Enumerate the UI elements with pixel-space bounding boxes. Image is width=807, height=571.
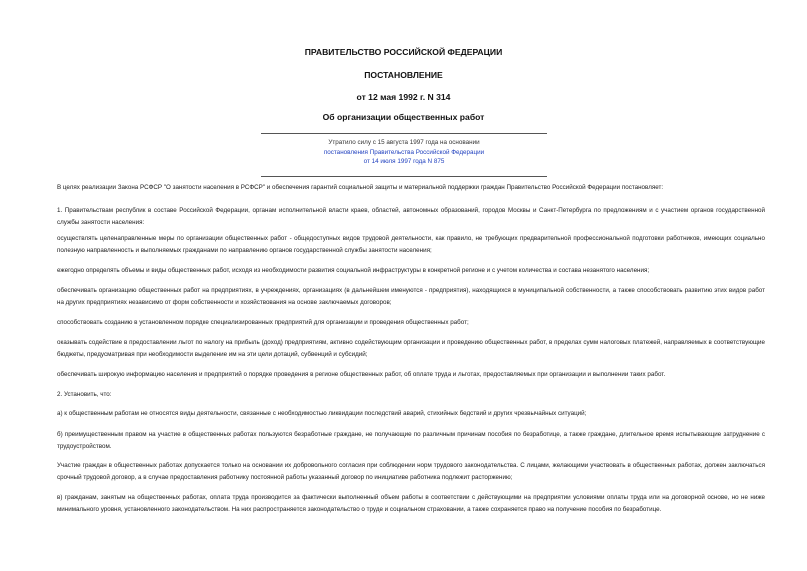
paragraph-1-item-2: ежегодно определять объемы и виды общественных работ, исходя из необходимости развития социальной инфраструктуры в конкретной регионе и с учетом количества и состава незанятого населения; bbox=[57, 267, 650, 274]
paragraph-1-item-6: обеспечивать широкую информацию населения и предприятий о порядке проведения в регионе общественных работ, об оплате труда и льготах, предоставляемых при организации и выполнении таких работ. bbox=[57, 371, 666, 378]
paragraph-1-item-1: осуществлять целенаправленные меры по организации общественных работ - общедоступных видов трудовой деятельности, как правило, не требующих предварительной профессиональной подготовки работников, имеющих социально полезную направленность и выполняемых гражданами по направлению органов государственной службы занятости населения; bbox=[57, 235, 765, 254]
paragraph-1-item-4: способствовать созданию в установленном порядке специализированных предприятий для организации и проведения общественных работ; bbox=[57, 319, 469, 326]
paragraph-preamble: В целях реализации Закона РСФСР "О занятости населения в РСФСР" и обеспечения гарантий социальной защиты и материальной поддержки граждан Правительство Российской Федерации постановляет: bbox=[57, 184, 664, 191]
paragraph-1-item-5: оказывать содействие в предоставлении льгот по налогу на прибыль (доход) предприятиям, активно содействующим организации и проведению общественных работ, в пределах сумм налоговых платежей, направляемых в соответствующие бюджеты, предусматривая при необходимости выделение им на эти цели дотаций, субвенций и субсидий; bbox=[57, 339, 765, 358]
document-date-number: от 12 мая 1992 г. N 314 bbox=[356, 92, 451, 102]
paragraph-2-b: б) преимущественным правом на участие в общественных работах пользуются безработные граждане, не получающие по различным причинам пособия по безработице, а также граждане, длительное время испытывающие затруднение с трудоустройством. bbox=[57, 431, 765, 450]
document-title: Об организации общественных работ bbox=[322, 112, 485, 122]
divider-top bbox=[261, 133, 547, 134]
repeal-decree-link-line1[interactable]: постановления Правительства Российской Федерации bbox=[323, 148, 485, 156]
paragraph-2: 2. Установить, что: bbox=[57, 391, 112, 398]
issuing-authority: ПРАВИТЕЛЬСТВО РОССИЙСКОЙ ФЕДЕРАЦИИ bbox=[304, 47, 503, 57]
status-note bbox=[261, 138, 547, 167]
paragraph-2-b-participation: Участие граждан в общественных работах допускается только на основании их добровольного согласия при соблюдении норм трудового законодательства. С лицами, желающими участвовать в общественных работах, должен заключаться срочный трудовой договор, а в случае предоставления работнику постоянной работы указанный договор по инициативе работника подлежит расторжению; bbox=[57, 462, 765, 481]
paragraph-2-c: в) гражданам, занятым на общественных работах, оплата труда производится за фактически выполненный объем работы в соответствии с действующими на предприятии условиями оплаты труда или на договорной основе, но не ниже минимального уровня, установленного законодательством. На них распространяется законодательство о труде и социальном страховании, а также сохраняется право на получение пособия по безработице. bbox=[57, 494, 765, 513]
paragraph-1: 1. Правительствам республик в составе Российской Федерации, органам исполнительной власти краев, областей, автономных образований, городов Москвы и Санкт-Петербурга по предложениям и с участием органов государственной службы занятости населения: bbox=[57, 207, 765, 226]
divider-bottom bbox=[261, 176, 547, 177]
status-note-text: Утратило силу с 15 августа 1997 года на основании bbox=[328, 139, 480, 146]
document-type: ПОСТАНОВЛЕНИЕ bbox=[364, 70, 443, 80]
repeal-decree-link-line2[interactable]: от 14 июля 1997 года N 875 bbox=[363, 158, 445, 165]
paragraph-1-item-3: обеспечивать организацию общественных работ на предприятиях, в учреждениях, организациях (в дальнейшем именуются - предприятия), находящихся в муниципальной собственности, а также способствовать развитию этих видов работ на других предприятиях независимо от форм собственности и хозяйствования на основе заключаемых договоров; bbox=[57, 287, 765, 306]
paragraph-2-a: а) к общественным работам не относятся виды деятельности, связанные с необходимостью ликвидации последствий аварий, стихийных бедствий и других чрезвычайных ситуаций; bbox=[57, 410, 587, 417]
